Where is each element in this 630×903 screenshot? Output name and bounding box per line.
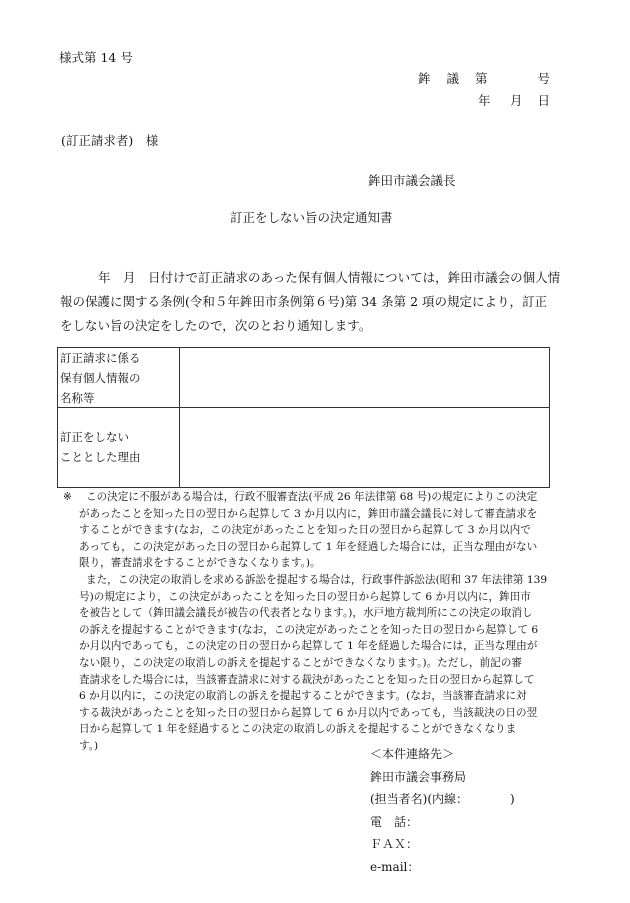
contact-email: e-mail： xyxy=(370,859,420,874)
note-line: することができます(なお，この決定があったことを知った日の翌日から起算して 3 か月以内で xyxy=(79,524,531,537)
contact-phone: 電 話： xyxy=(370,814,419,829)
table-row xyxy=(58,348,549,408)
issuer: 鉾田市議会議長 xyxy=(368,173,456,188)
note-line: があったことを知った日の翌日から起算して 3 か月以内に，鉾田市議会議長に対して審査請求を xyxy=(79,507,538,520)
reason-cell xyxy=(180,408,549,487)
note-line: を被告として（鉾田議会議長が被告の代表者となります。)，水戸地方裁判所にこの決定の取消し xyxy=(79,607,533,620)
note-line: する裁決があったことを知った日の翌日から起算して 6 か月以内であっても，当該裁決の日の翌 xyxy=(79,706,538,719)
note-line: この決定に不服がある場合は，行政不服審査法(平成 26 年法律第 68 号)の規定によりこの決定 xyxy=(86,491,538,503)
document-number-label: 鉾 議 第 xyxy=(418,71,494,86)
body-line: 報の保護に関する条例(令和５年鉾田市条例第６号)第 34 条第 2 項の規定により，訂正 xyxy=(60,294,548,309)
header-line: 保有個人情報の xyxy=(60,371,141,385)
info-table xyxy=(57,347,550,488)
note-line: 限り，審査請求をすることができなくなります。)。 xyxy=(79,557,321,570)
note-line: あっても，この決定があった日の翌日から起算して 1 年を経過した場合には，正当な理由がない xyxy=(79,540,538,553)
body-paragraph xyxy=(60,266,561,338)
date-month: 月 xyxy=(510,93,523,108)
table-row-header xyxy=(58,408,180,487)
body-line: 年 月 日付けで訂正請求のあった保有個人情報については，鉾田市議会の個人情 xyxy=(98,270,561,285)
document-date xyxy=(478,91,556,107)
body-line: をしない旨の決定をしたので，次のとおり通知します。 xyxy=(60,318,372,333)
date-year: 年 xyxy=(478,93,491,108)
contact-heading: ＜本件連絡先＞ xyxy=(370,747,455,761)
note-line: か月以内であっても，この決定の日の翌日から起算して 1 年を経過した場合には，正当な理由が xyxy=(79,640,538,653)
contact-office: 鉾田市議会事務局 xyxy=(370,769,467,784)
info-name-cell xyxy=(180,348,549,407)
note-line: 号)の規定により，この決定があったことを知った日の翌日から起算して 6 か月以内に，鉾田市 xyxy=(79,590,531,603)
document-title: 訂正をしない旨の決定通知書 xyxy=(230,210,393,225)
note-line: の訴えを提起することができます(なお，この決定があったことを知った日の翌日から起算して 6 xyxy=(79,623,539,636)
note-mark: ※ xyxy=(63,491,72,503)
form-number: 様式第 14 号 xyxy=(59,50,133,65)
note-line: 日から起算して 1 年を経過するとこの決定の取消しの訴えを提起することができなくなりま xyxy=(79,723,517,736)
note-line: す。) xyxy=(79,739,99,752)
note-line: ない限り，この決定の取消しの訴えを提起することができなくなります。)。ただし，前記の審 xyxy=(79,656,522,669)
note-line: また，この決定の取消しを求める訴訟を提起する場合は，行政事件訴訟法(昭和 37 年法律第 139 xyxy=(86,573,548,586)
date-day: 日 xyxy=(537,93,550,108)
document-number-suffix: 号 xyxy=(537,71,550,86)
header-line: こととした理由 xyxy=(60,450,141,464)
contact-person: (担当者名)(内線： ) xyxy=(370,792,515,806)
contact-fax: ＦＡＸ： xyxy=(370,837,419,851)
contact-block xyxy=(370,743,515,878)
header-line: 訂正をしない xyxy=(60,430,129,444)
note-line: 査請求をした場合には，当該審査請求に対する裁決があったことを知った日の翌日から起算して xyxy=(79,673,535,686)
notes-section xyxy=(63,489,558,755)
note-line: 6 か月以内に，この決定の取消しの訴えを提起することができます。(なお，当該審査請求に対 xyxy=(79,690,527,703)
header-line: 名称等 xyxy=(60,391,95,405)
table-row xyxy=(58,408,549,487)
document-number xyxy=(418,69,556,85)
addressee: (訂正請求者) 様 xyxy=(61,133,159,148)
table-row-header xyxy=(58,348,180,407)
header-line: 訂正請求に係る xyxy=(60,351,141,365)
